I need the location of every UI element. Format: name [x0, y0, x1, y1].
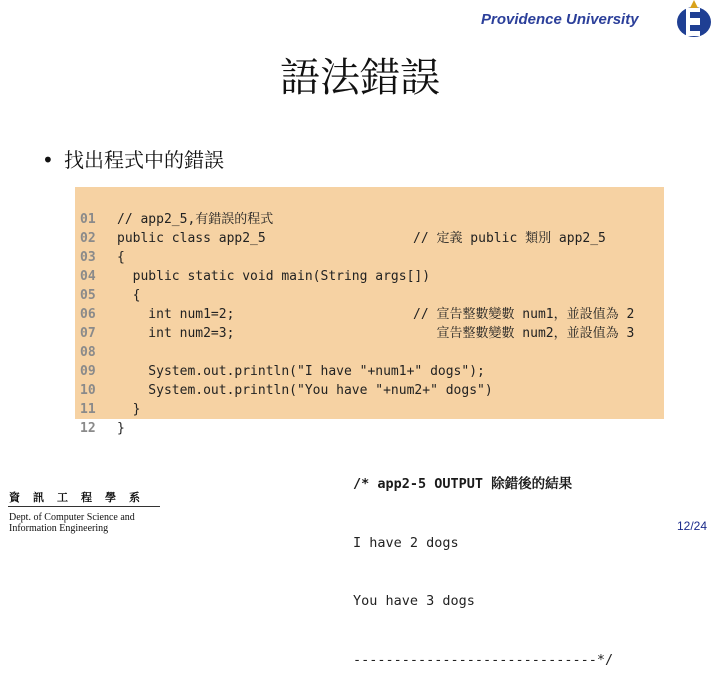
ie-department-logo-icon: [674, 0, 714, 40]
dept-char: 程: [81, 491, 92, 504]
code-text: {: [117, 288, 141, 303]
dept-char: 訊: [33, 491, 44, 504]
line-number: 02: [80, 231, 96, 246]
code-line: [75, 381, 141, 417]
program-output: [353, 436, 613, 690]
output-title: /* app2-5 OUTPUT 除錯後的結果: [353, 476, 573, 492]
dept-char: 工: [57, 491, 68, 504]
department-english-name: [9, 512, 179, 534]
line-number: 01: [80, 212, 96, 227]
output-line: You have 3 dogs: [353, 593, 475, 609]
bullet-dot-icon: •: [42, 148, 54, 172]
line-number: 09: [80, 364, 96, 379]
code-comment: // 定義 public 類別 app2_5: [413, 231, 606, 246]
department-chinese-name: [9, 489, 153, 505]
dept-name-line: Dept. of Computer Science and: [9, 512, 135, 523]
code-line: [75, 343, 485, 379]
code-line: [75, 229, 125, 265]
line-number: 11: [80, 402, 96, 417]
code-text: System.out.println("You have "+num2+" dogs"): [117, 383, 493, 398]
code-text: System.out.println("I have "+num1+" dogs");: [117, 364, 485, 379]
university-name: Providence University: [481, 11, 639, 28]
dept-name-line: Information Engineering: [9, 523, 109, 534]
footer-divider: [8, 506, 160, 507]
line-number: 10: [80, 383, 96, 398]
code-line: [75, 324, 106, 360]
dept-char: 學: [105, 491, 116, 504]
bullet-text: 找出程式中的錯誤: [64, 148, 224, 172]
dept-char: 系: [129, 491, 140, 504]
line-number: 08: [80, 345, 96, 360]
code-text: {: [117, 250, 125, 265]
code-line: [75, 286, 635, 322]
code-text: // app2_5,有錯誤的程式: [117, 212, 274, 227]
line-number: 05: [80, 288, 96, 303]
output-line: ------------------------------*/: [353, 651, 614, 668]
code-line: [75, 400, 125, 436]
code-text: public static void main(String args[]): [117, 269, 431, 284]
output-line: I have 2 dogs: [353, 534, 459, 551]
code-listing: [75, 187, 664, 436]
code-line: [75, 191, 274, 227]
code-comment: // 宣告整數變數 num1，並設值為 2: [413, 307, 635, 322]
dept-char: 資: [9, 491, 20, 504]
code-text: int num1=2;: [117, 307, 235, 322]
code-text: }: [117, 402, 141, 417]
line-number: 07: [80, 326, 96, 341]
slide-title: 語法錯誤: [280, 55, 440, 101]
page-number: 12/24: [677, 519, 708, 533]
code-text: int num2=3;: [117, 326, 235, 341]
code-comment: 宣告整數變數 num2，並設值為 3: [413, 326, 635, 341]
code-line: [75, 248, 431, 284]
code-text: public class app2_5: [117, 231, 266, 246]
line-number: 03: [80, 250, 96, 265]
line-number: 06: [80, 307, 96, 322]
code-line: [75, 267, 141, 303]
line-number: 12: [80, 421, 96, 436]
line-number: 04: [80, 269, 96, 284]
code-text: }: [117, 421, 125, 436]
bullet-item: [42, 144, 224, 173]
